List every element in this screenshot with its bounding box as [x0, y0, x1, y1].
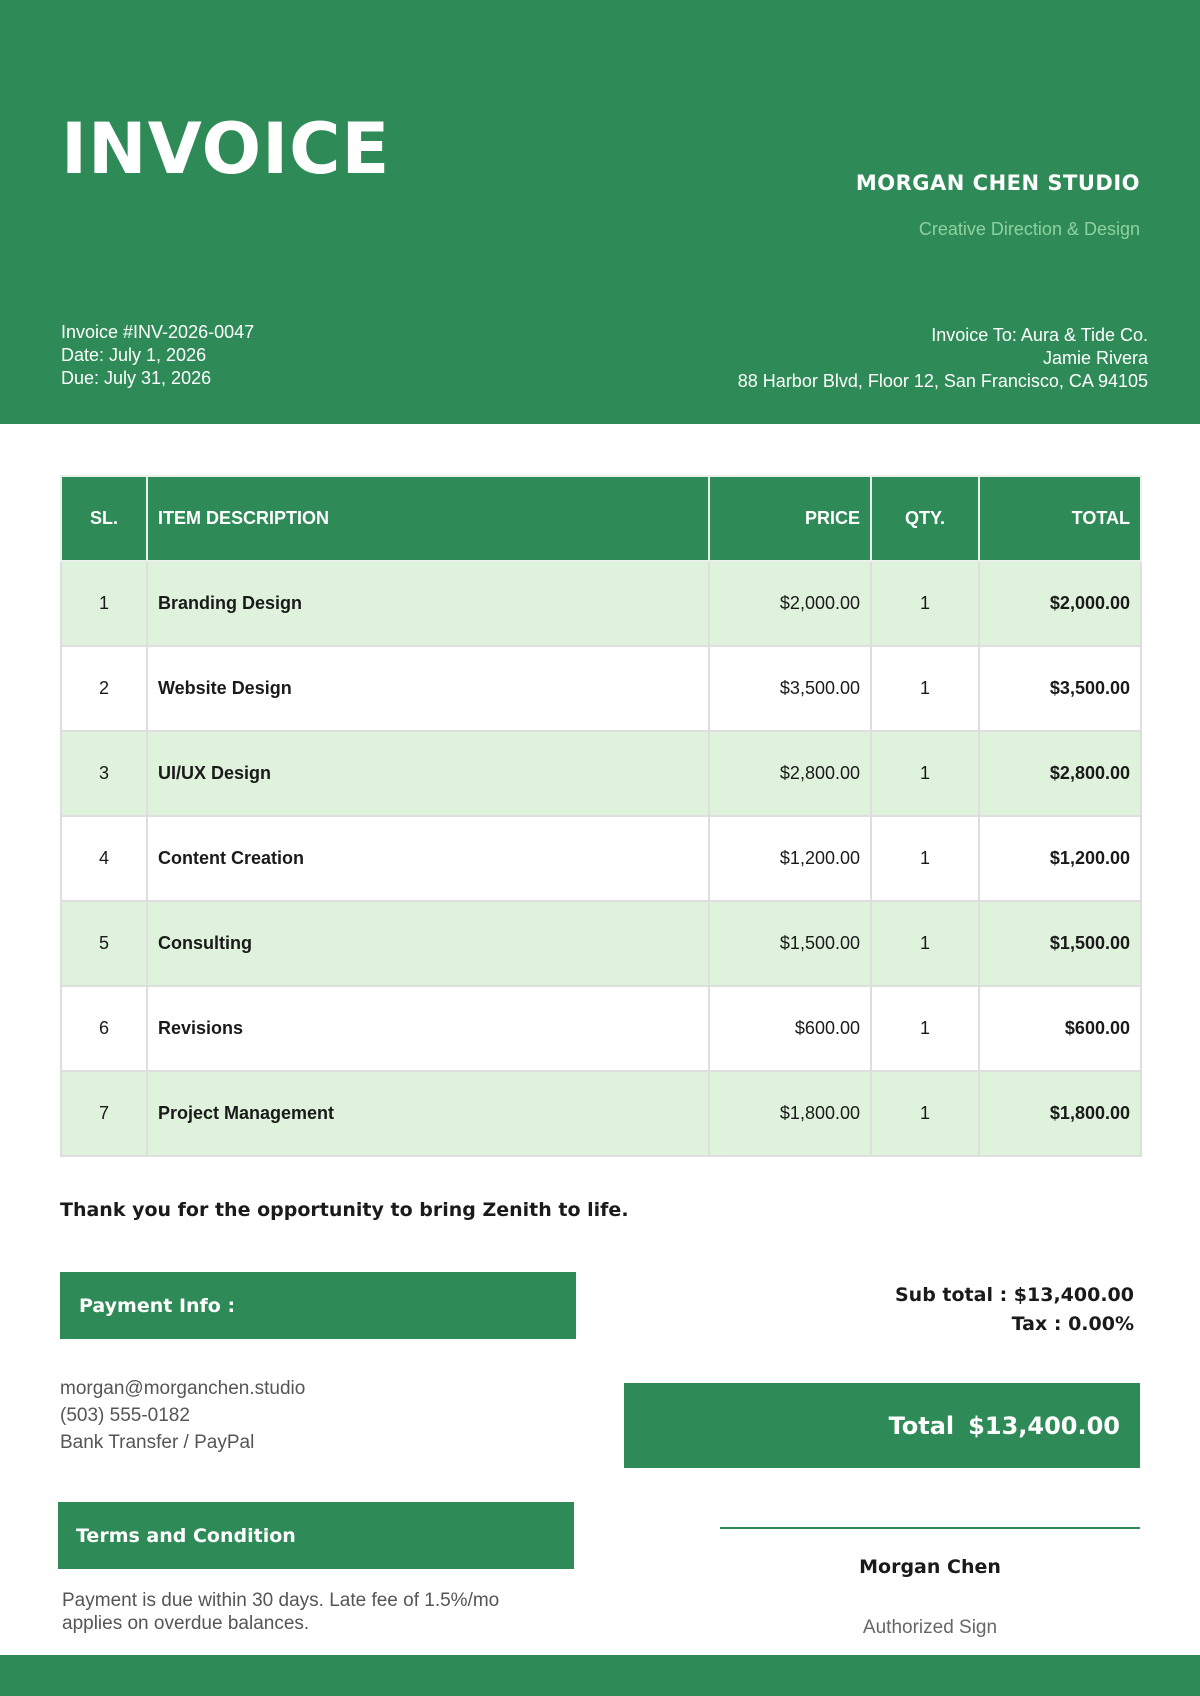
- table-header-row: [61, 476, 1141, 561]
- table-row: [61, 1071, 1141, 1156]
- cell-total: $3,500.00: [979, 646, 1141, 731]
- cell-total: $1,200.00: [979, 816, 1141, 901]
- cell-total: $1,500.00: [979, 901, 1141, 986]
- cell-sl: 6: [61, 986, 147, 1071]
- payment-details: [60, 1375, 305, 1456]
- cell-description: Website Design: [147, 646, 709, 731]
- cell-sl: 5: [61, 901, 147, 986]
- payment-phone: (503) 555-0182: [60, 1405, 190, 1426]
- summary: [895, 1281, 1134, 1339]
- cell-description: Consulting: [147, 901, 709, 986]
- signature-line: [720, 1527, 1140, 1529]
- cell-price: $2,800.00: [709, 731, 871, 816]
- cell-total: $2,800.00: [979, 731, 1141, 816]
- invoice-date: Date: July 1, 2026: [61, 345, 207, 365]
- invoice-number: Invoice #INV-2026-0047: [61, 322, 255, 342]
- table-row: [61, 561, 1141, 646]
- studio-name: MORGAN CHEN STUDIO: [855, 171, 1140, 195]
- cell-qty: 1: [871, 986, 979, 1071]
- cell-description: Branding Design: [147, 561, 709, 646]
- table-row: [61, 816, 1141, 901]
- cell-description: UI/UX Design: [147, 731, 709, 816]
- footer-bar: [0, 1655, 1200, 1696]
- cell-qty: 1: [871, 1071, 979, 1156]
- cell-price: $2,000.00: [709, 561, 871, 646]
- cell-qty: 1: [871, 561, 979, 646]
- cell-sl: 1: [61, 561, 147, 646]
- cell-sl: 3: [61, 731, 147, 816]
- payment-info-heading: Payment Info :: [60, 1272, 576, 1339]
- payment-method: Bank Transfer / PayPal: [60, 1432, 255, 1453]
- col-header-total: TOTAL: [979, 476, 1141, 561]
- table-row: [61, 986, 1141, 1071]
- cell-sl: 2: [61, 646, 147, 731]
- studio-tagline: Creative Direction & Design: [918, 219, 1140, 239]
- total-value: $13,400.00: [968, 1411, 1120, 1440]
- cell-description: Project Management: [147, 1071, 709, 1156]
- thank-you-note: Thank you for the opportunity to bring Zenith to life.: [60, 1199, 629, 1221]
- cell-price: $3,500.00: [709, 646, 871, 731]
- col-header-qty: QTY.: [871, 476, 979, 561]
- cell-price: $1,500.00: [709, 901, 871, 986]
- line-items-table: [60, 475, 1142, 1157]
- grand-total: [624, 1383, 1140, 1468]
- cell-qty: 1: [871, 816, 979, 901]
- invoice-meta: [61, 321, 254, 390]
- terms-text: Payment is due within 30 days. Late fee of 1.5%/mo applies on overdue balances.: [62, 1590, 500, 1634]
- cell-total: $2,000.00: [979, 561, 1141, 646]
- table-row: [61, 901, 1141, 986]
- signer-name: Morgan Chen: [859, 1556, 1001, 1578]
- bill-to-address: 88 Harbor Blvd, Floor 12, San Francisco, CA 94105: [737, 371, 1148, 391]
- subtotal: Sub total : $13,400.00: [894, 1284, 1134, 1306]
- invoice-title: INVOICE: [61, 108, 391, 190]
- bill-to-contact: Jamie Rivera: [1042, 348, 1148, 368]
- table-row: [61, 646, 1141, 731]
- cell-total: $600.00: [979, 986, 1141, 1071]
- col-header-sl: SL.: [61, 476, 147, 561]
- table-row: [61, 731, 1141, 816]
- cell-qty: 1: [871, 646, 979, 731]
- cell-description: Content Creation: [147, 816, 709, 901]
- cell-description: Revisions: [147, 986, 709, 1071]
- cell-price: $1,800.00: [709, 1071, 871, 1156]
- cell-qty: 1: [871, 901, 979, 986]
- terms-heading: Terms and Condition: [58, 1502, 574, 1569]
- invoice-header: [0, 0, 1200, 424]
- cell-price: $600.00: [709, 986, 871, 1071]
- tax: Tax : 0.00%: [1011, 1313, 1134, 1335]
- total-label: Total: [888, 1411, 955, 1440]
- col-header-price: PRICE: [709, 476, 871, 561]
- signer-role: Authorized Sign: [862, 1617, 998, 1638]
- cell-sl: 7: [61, 1071, 147, 1156]
- payment-email: morgan@morganchen.studio: [60, 1378, 306, 1399]
- cell-price: $1,200.00: [709, 816, 871, 901]
- cell-sl: 4: [61, 816, 147, 901]
- cell-qty: 1: [871, 731, 979, 816]
- bill-to-company: Invoice To: Aura & Tide Co.: [931, 325, 1148, 345]
- invoice-due-date: Due: July 31, 2026: [61, 368, 212, 388]
- cell-total: $1,800.00: [979, 1071, 1141, 1156]
- bill-to: [738, 324, 1148, 393]
- col-header-description: ITEM DESCRIPTION: [147, 476, 709, 561]
